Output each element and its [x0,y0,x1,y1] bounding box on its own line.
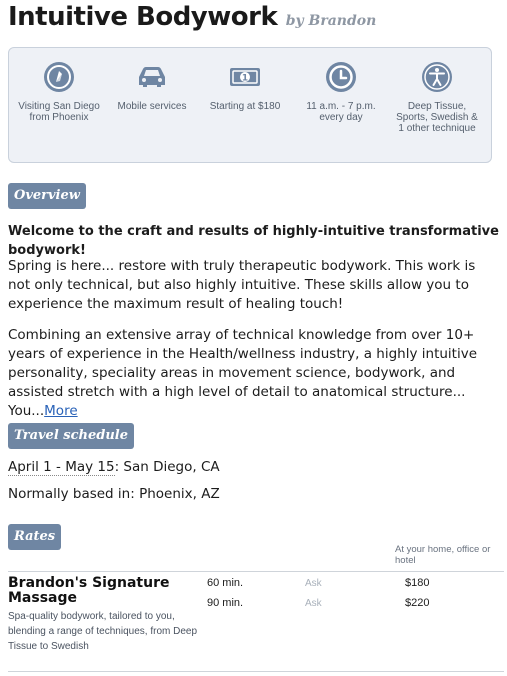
based-in-prefix: Normally based in: [8,486,140,502]
more-link[interactable]: More [44,403,78,419]
travel-schedule-tag: Travel schedule [8,423,134,449]
feature-location [15,61,103,123]
overview-paragraph-2 [8,326,500,421]
provider-byline: by Brandon [285,13,377,29]
rate-price: $220 [405,597,430,609]
page-header [8,2,376,36]
rate-ask: Ask [305,578,322,589]
page-title: Intuitive Bodywork [8,2,278,32]
rates-divider [8,571,504,572]
compass-icon [43,61,75,93]
travel-dates[interactable]: April 1 - May 15 [8,459,115,475]
rates-bottom-divider [8,671,504,672]
feature-price-label: Starting at $180 [209,101,281,112]
rate-price: $180 [405,577,430,589]
rate-duration: 60 min. [207,577,244,589]
overview-paragraph-1: Spring is here... restore with truly therapeutic bodywork. This work is not only technical, but also highly intuitive. These skills allow you to experience the maximum result of healing touch! [8,258,476,312]
based-in-city: Phoenix, AZ [139,486,220,502]
feature-techniques-label: Deep Tissue, Sports, Swedish & 1 other technique [396,101,478,134]
overview-headline: Welcome to the craft and results of highly-intuitive transformative bodywork! [8,224,499,258]
feature-location-label: Visiting San Diego from Phoenix [18,101,100,123]
overview-paragraph-2-text: Combining an extensive array of technical knowledge from over 10+ years of experience in the Health/wellness industry, a highly intuitive personality, speciality areas in movement science, bodywork, and assisted stretch with a high level of detail to anatomical structure... You... [8,327,478,419]
rates-column-header: At your home, office or hotel [395,544,491,566]
rate-duration: 90 min. [207,597,244,609]
based-in-line [8,485,500,504]
person-icon [421,61,453,93]
feature-price [201,61,289,112]
overview-tag: Overview [8,183,86,209]
feature-hours-label: 11 a.m. - 7 p.m. every day [306,101,376,123]
feature-techniques [393,61,481,134]
rate-ask: Ask [305,598,322,609]
car-icon [136,61,168,93]
clock-icon [325,61,357,93]
svg-text:1: 1 [241,73,249,84]
feature-mobile-label: Mobile services [117,101,187,112]
money-icon [229,61,261,93]
feature-hours [297,61,385,123]
rates-tag: Rates [8,524,61,550]
travel-dates-line [8,458,500,477]
service-name: Brandon's Signature Massage [8,575,170,606]
feature-mobile [108,61,196,112]
features-panel [8,47,492,163]
service-description: Spa-quality bodywork, tailored to you, blending a range of techniques, from Deep Tissue to Swedish [8,611,198,652]
travel-location: : San Diego, CA [114,459,220,475]
